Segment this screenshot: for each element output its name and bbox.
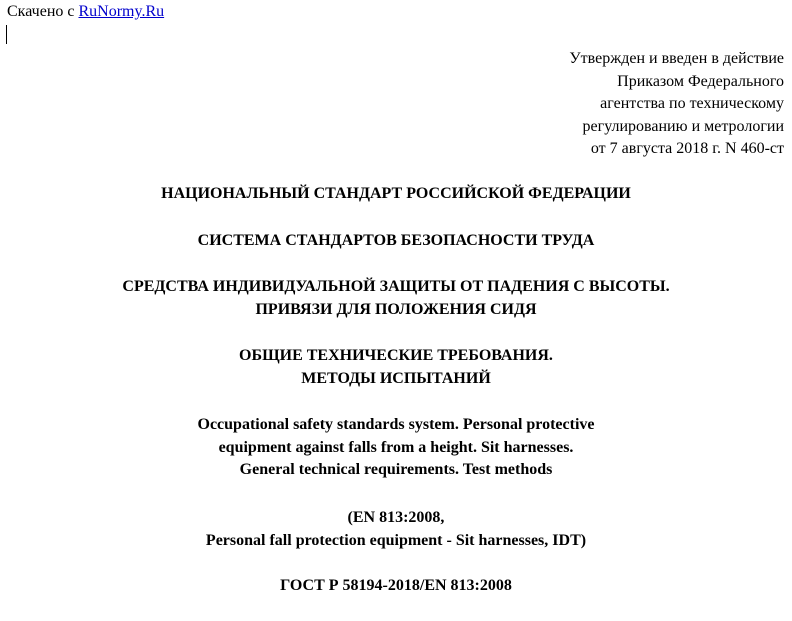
- approval-block: [569, 48, 784, 161]
- requirements-line: ОБЩИЕ ТЕХНИЧЕСКИЕ ТРЕБОВАНИЯ.: [239, 347, 553, 364]
- approval-line: агентства по техническому: [600, 95, 784, 112]
- en-reference-line: (EN 813:2008,: [347, 509, 445, 526]
- en-reference: [0, 507, 792, 552]
- downloaded-prefix: Скачено с: [7, 3, 75, 20]
- approval-line: Приказом Федерального: [617, 72, 784, 90]
- english-title: [0, 414, 792, 482]
- subject-line: ПРИВЯЗИ ДЛЯ ПОЛОЖЕНИЯ СИДЯ: [255, 300, 537, 318]
- requirements-line: МЕТОДЫ ИСПЫТАНИЙ: [301, 369, 491, 387]
- gost-number: ГОСТ Р 58194-2018/EN 813:2008: [280, 577, 512, 594]
- approval-line: регулированию и метрологии: [582, 117, 784, 135]
- text-cursor: [6, 25, 7, 44]
- subject-line: СРЕДСТВА ИНДИВИДУАЛЬНОЙ ЗАЩИТЫ ОТ ПАДЕНИЯ С ВЫСОТЫ.: [122, 278, 670, 295]
- requirements-heading: [0, 345, 792, 390]
- subject-heading: [0, 276, 792, 321]
- english-title-line: General technical requirements. Test methods: [239, 461, 553, 478]
- english-title-line: Occupational safety standards system. Personal protective: [197, 416, 595, 433]
- approval-line: от 7 августа 2018 г. N 460-ст: [590, 140, 784, 157]
- english-title-line: equipment against falls from a height. Sit harnesses.: [218, 438, 574, 456]
- national-standard-heading: НАЦИОНАЛЬНЫЙ СТАНДАРТ РОССИЙСКОЙ ФЕДЕРАЦИИ: [161, 185, 631, 202]
- runormy-link[interactable]: RuNormy.Ru: [78, 3, 165, 20]
- system-heading: СИСТЕМА СТАНДАРТОВ БЕЗОПАСНОСТИ ТРУДА: [197, 232, 595, 249]
- download-source-line: [7, 2, 164, 22]
- approval-line: Утвержден и введен в действие: [569, 50, 784, 67]
- en-reference-line: Personal fall protection equipment - Sit harnesses, IDT): [205, 531, 587, 549]
